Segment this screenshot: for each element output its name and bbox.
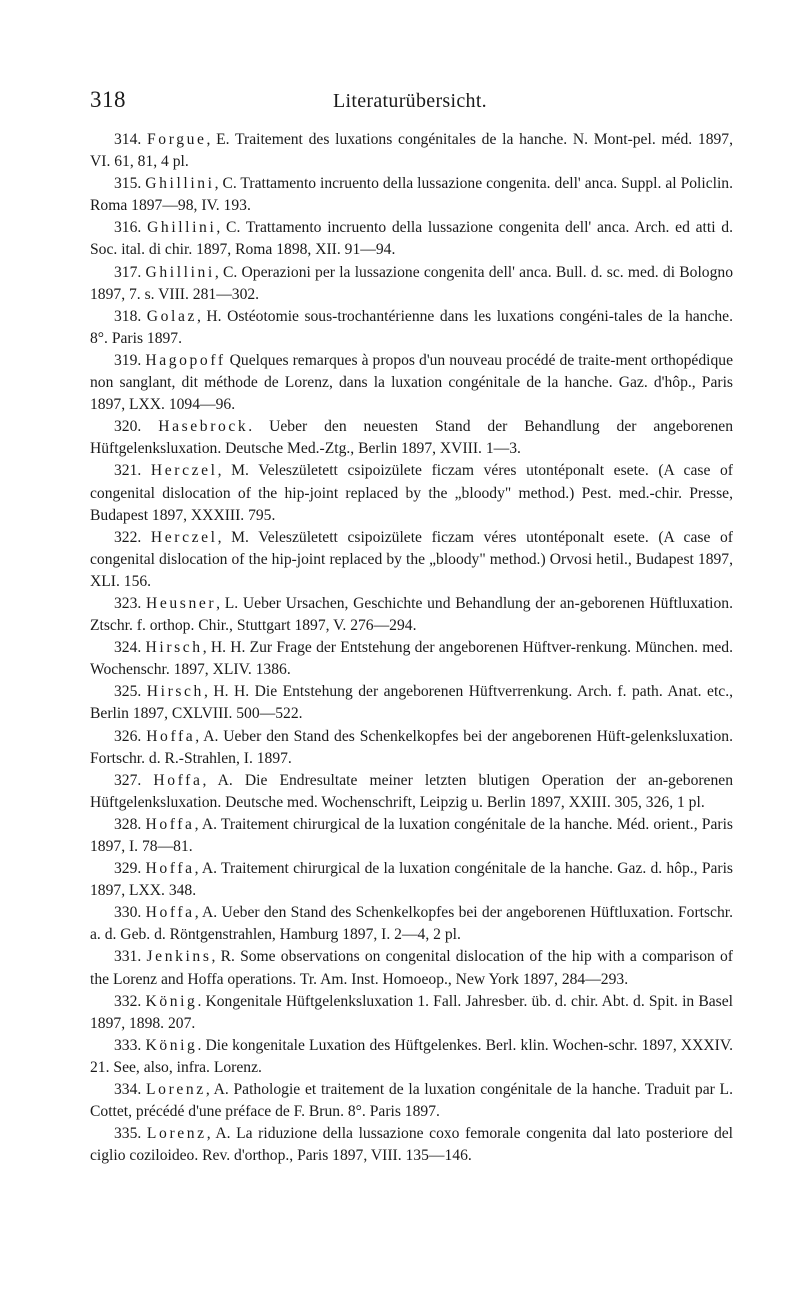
entry-number: 325.	[114, 683, 142, 701]
bibliography-entry	[90, 416, 733, 460]
running-title: Literaturübersicht.	[333, 90, 487, 112]
entry-author: Hirsch	[146, 683, 204, 701]
entry-number: 324.	[114, 639, 142, 657]
bibliography-entry	[90, 129, 733, 173]
entry-author: Forgue	[147, 131, 207, 148]
entry-number: 322.	[114, 528, 142, 546]
bibliography-entry	[90, 726, 733, 770]
entry-author: Hoffa	[145, 860, 195, 878]
entry-author: Lorenz	[146, 1081, 206, 1099]
entry-author: König	[145, 1036, 198, 1054]
entry-number: 321.	[114, 462, 142, 480]
entry-number: 334.	[114, 1081, 142, 1099]
entry-text: , A. Ueber den Stand des Schenkelkopfes bei der angeborenen Hüft-gelenksluxation. Fortschr. d. R.-Strahlen, I. 1897.	[90, 727, 733, 767]
entry-text: , C. Trattamento incruento della lussazione congenita dell' anca. Arch. ed atti d. Soc. ital. di chir. 1897, Roma 1898, XII. 91—94.	[90, 219, 733, 259]
entry-text: . Ueber den neuesten Stand der Behandlung der angeborenen Hüftgelenksluxation. Deutsche Med.-Ztg., Berlin 1897, XVIII. 1—3.	[90, 418, 734, 458]
entry-text: . Die kongenitale Luxation des Hüftgelenkes. Berl. klin. Wochen-schr. 1897, XXXIV. 21. See, also, infra. Lorenz.	[90, 1036, 733, 1076]
entry-number: 330.	[114, 904, 142, 922]
bibliography-list	[90, 129, 733, 1167]
entry-text: , H. H. Zur Frage der Entstehung der angeborenen Hüftver-renkung. München. med. Wochenschr. 1897, XLIV. 1386.	[90, 639, 733, 679]
entry-number: 335.	[114, 1125, 142, 1143]
entry-author: Hoffa	[146, 727, 196, 745]
bibliography-entry	[90, 770, 733, 814]
entry-text: , A. Pathologie et traitement de la luxation congénitale de la hanche. Traduit par L. Cottet, précédé d'une préface de F. Brun. 8°. Paris 1897.	[90, 1081, 733, 1121]
bibliography-entry	[90, 217, 733, 261]
entry-number: 315.	[114, 175, 142, 193]
entry-number: 326.	[114, 727, 142, 745]
entry-number: 317.	[114, 263, 142, 281]
entry-text: , A. Die Endresultate meiner letzten blutigen Operation der an-geborenen Hüftgelenksluxation. Deutsche med. Wochenschrift, Leipzig u. Berlin 1897, XXIII. 305, 326, 1 pl.	[90, 771, 733, 811]
bibliography-entry	[90, 1035, 733, 1079]
entry-author: Herczel	[150, 462, 218, 480]
bibliography-entry	[90, 902, 733, 946]
entry-author: Heusner	[146, 594, 217, 612]
entry-author: Jenkins	[146, 948, 212, 966]
entry-text: , H. Ostéotomie sous-trochantérienne dans les luxations congéni-tales de la hanche. 8°. Paris 1897.	[90, 307, 733, 347]
entry-number: 331.	[114, 948, 142, 966]
entry-author: Herczel	[150, 528, 218, 546]
entry-number: 332.	[114, 992, 142, 1010]
entry-text: , C. Operazioni per la lussazione congenita dell' anca. Bull. d. sc. med. di Bologno 1897, 7. s. VIII. 281—302.	[90, 263, 733, 303]
entry-text: Quelques remarques à propos d'un nouveau procédé de traite-ment orthopédique non sanglant, dit méthode de Lorenz, dans la luxation congénitale de la hanche. Gaz. d'hôp., Paris 1897, LXX. 1094—96.	[90, 351, 733, 414]
bibliography-entry	[90, 262, 733, 306]
entry-author: Lorenz	[146, 1125, 207, 1143]
entry-text: , A. Ueber den Stand des Schenkelkopfes bei der angeborenen Hüftluxation. Fortschr. a. d. Geb. d. Röntgenstrahlen, Hamburg 1897, I. 2—4, 2 pl.	[90, 904, 733, 944]
entry-text: , A. Traitement chirurgical de la luxation congénitale de la hanche. Gaz. d. hôp., Paris 1897, LXX. 348.	[90, 860, 734, 900]
bibliography-entry	[90, 1079, 733, 1123]
entry-number: 327.	[114, 771, 142, 789]
running-head	[90, 88, 730, 112]
entry-author: Hoffa	[145, 815, 195, 833]
entry-text: , A. La riduzione della lussazione coxo femorale congenita dal lato posteriore del ciglio coziloideo. Rev. d'orthop., Paris 1897, VIII. 135—146.	[90, 1125, 734, 1165]
entry-author: Hasebrock	[158, 418, 249, 436]
page-number: 318	[90, 87, 126, 112]
entry-number: 318.	[114, 307, 142, 325]
bibliography-entry	[90, 306, 733, 350]
entry-number: 329.	[114, 860, 142, 878]
entry-text: , L. Ueber Ursachen, Geschichte und Behandlung der an-geborenen Hüftluxation. Ztschr. f. orthop. Chir., Stuttgart 1897, V. 276—294.	[90, 594, 733, 635]
entry-author: König	[145, 992, 198, 1010]
entry-number: 319.	[114, 351, 142, 369]
entry-author: Golaz	[146, 307, 198, 325]
entry-number: 328.	[114, 815, 142, 833]
entry-author: Hirsch	[145, 639, 203, 657]
entry-number: 316.	[114, 219, 142, 237]
bibliography-entry	[90, 527, 733, 593]
entry-text: , M. Veleszületett csipoizülete ficzam véres utontéponalt esete. (A case of congenital dislocation of the hip-joint replaced by the „bloody" method.) Pest. med.-chir. Presse, Budapest 1897, XXXIII. 795.	[90, 462, 733, 524]
bibliography-entry	[90, 350, 733, 416]
entry-text: , C. Trattamento incruento della lussazione congenita. dell' anca. Suppl. al Policlin. Roma 1897—98, IV. 193.	[90, 175, 733, 215]
entry-author: Ghillini	[147, 219, 217, 237]
entry-text: , R. Some observations on congenital dislocation of the hip with a comparison of the Lorenz and Hoffa operations. Tr. Am. Inst. Homoeop., New York 1897, 284—293.	[90, 948, 733, 988]
entry-author: Hagopoff	[145, 351, 226, 369]
bibliography-entry	[90, 460, 733, 526]
bibliography-entry	[90, 946, 733, 990]
entry-number: 323.	[114, 594, 142, 612]
entry-text: , M. Veleszületett csipoizülete ficzam véres utontéponalt esete. (A case of congenital dislocation of the hip-joint replaced by the „bloody" method.) Orvosi hetil., Budapest 1897, XLI. 156.	[90, 528, 733, 590]
bibliography-entry	[90, 858, 733, 902]
entry-number: 333.	[114, 1036, 142, 1054]
entry-author: Hoffa	[145, 904, 195, 922]
bibliography-entry	[90, 593, 733, 637]
bibliography-entry	[90, 173, 733, 217]
entry-text: . Kongenitale Hüftgelenksluxation 1. Fall. Jahresber. üb. d. chir. Abt. d. Spit. in Basel 1897, 1898. 207.	[90, 992, 733, 1032]
bibliography-entry	[90, 681, 733, 725]
entry-author: Ghillini	[145, 263, 215, 281]
entry-text: , H. H. Die Entstehung der angeborenen Hüftverrenkung. Arch. f. path. Anat. etc., Berlin 1897, CXLVIII. 500—522.	[90, 683, 734, 723]
entry-number: 320.	[114, 418, 142, 436]
entry-author: Hoffa	[153, 771, 203, 789]
bibliography-entry	[90, 637, 733, 681]
bibliography-entry	[90, 814, 733, 858]
entry-text: , A. Traitement chirurgical de la luxation congénitale de la hanche. Méd. orient., Paris 1897, I. 78—81.	[90, 815, 733, 855]
bibliography-entry	[90, 1123, 733, 1167]
bibliography-entry	[90, 991, 733, 1035]
entry-number: 314.	[114, 131, 142, 148]
entry-text: , E. Traitement des luxations congénitales de la hanche. N. Mont-pel. méd. 1897, VI. 61, 81, 4 pl.	[90, 131, 733, 171]
entry-author: Ghillini	[145, 175, 215, 193]
